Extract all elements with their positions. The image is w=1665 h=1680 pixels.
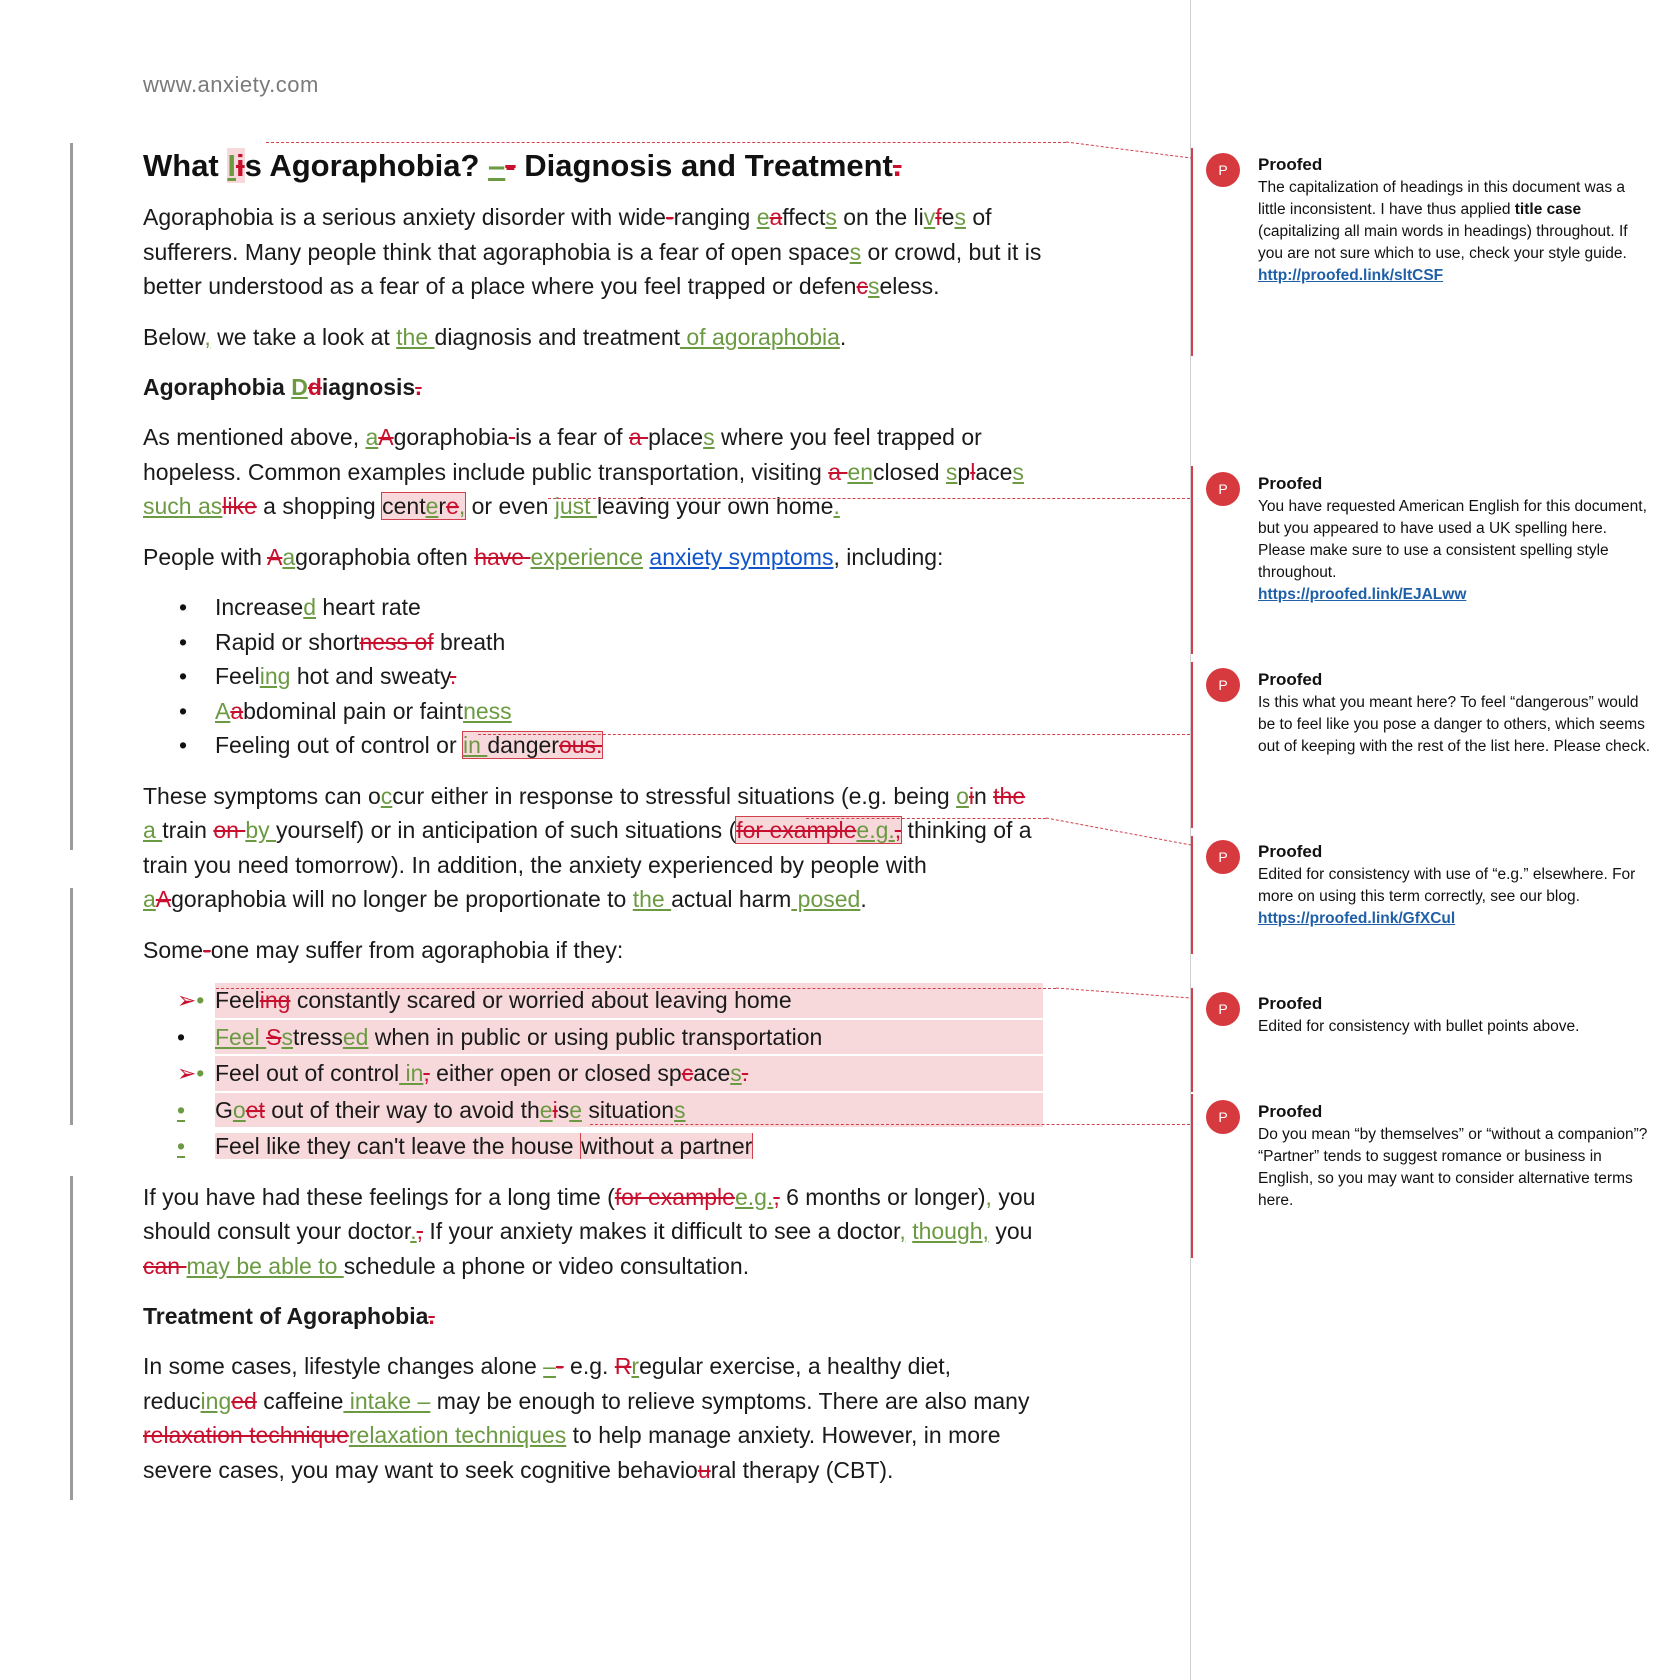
- comment-author: Proofed: [1258, 474, 1323, 493]
- comment-connector: [590, 1124, 1190, 1125]
- feelings-list: [143, 983, 1043, 1164]
- heading-treatment[interactable]: Treatment of Agoraphobia.: [143, 1303, 435, 1329]
- paragraph-someone[interactable]: Some-one may suffer from agoraphobia if they:: [143, 936, 624, 963]
- comment-text: Edited for consistency with bullet points above.: [1258, 1018, 1580, 1035]
- paragraph-mentioned[interactable]: As mentioned above, aAgoraphobia is a fear of a places where you feel trapped or hopeless. Common examples include public transportation, visiting a enclosed splaces such aslike a shopping centere, or even just leaving your own home.: [143, 424, 1024, 519]
- list-item[interactable]: • Rapid or shortness of breath: [215, 625, 1043, 660]
- list-item[interactable]: • Feeling hot and sweaty.: [215, 659, 1043, 694]
- comment-stem: [1191, 836, 1193, 954]
- list-item[interactable]: • Increased heart rate: [215, 590, 1043, 625]
- comment-stem: [1191, 466, 1193, 654]
- comment-anchor: centere,: [382, 493, 466, 519]
- paragraph-lifestyle[interactable]: In some cases, lifestyle changes alone –- e.g. Rregular exercise, a healthy diet, reducinged caffeine intake – may be enough to relieve symptoms. There are also many relaxation techniquerelaxation techniques to help manage anxiety. However, in more severe cases, you may want to seek cognitive behavioural therapy (CBT).: [143, 1353, 1030, 1483]
- avatar: P: [1206, 840, 1240, 874]
- paragraph-intro[interactable]: Agoraphobia is a serious anxiety disorder with wide-ranging eaffects on the livfes of sufferers. Many people think that agoraphobia is a fear of open spaces or crowd, but it is better understood as a fear of a place where you feel trapped or defencseless.: [143, 204, 1042, 299]
- comment-author: Proofed: [1258, 155, 1323, 174]
- paragraph-if-you[interactable]: If you have had these feelings for a long time (for examplee.g., 6 months or longer), you should consult your doctor., If your anxiety makes it difficult to see a doctor, though, you can may be able to schedule a phone or video consultation.: [143, 1183, 1036, 1279]
- comment-text: The capitalization of headings in this document was a little inconsistent. I have thus applied title case (capitalizing all main words in headings) throughout. If you are not sure which to use, check your style guide.: [1258, 179, 1628, 262]
- comment-connector: [548, 498, 1190, 499]
- heading-diagnosis[interactable]: Agoraphobia Ddiagnosis.: [143, 374, 422, 400]
- comment-link[interactable]: http://proofed.link/sltCSF: [1258, 267, 1444, 284]
- comment-link[interactable]: https://proofed.link/EJALww: [1258, 586, 1467, 603]
- paragraph-people[interactable]: People with Aagoraphobia often have experience anxiety symptoms, including:: [143, 543, 944, 570]
- comment-stem: [1191, 662, 1193, 828]
- symptom-list: [143, 590, 1043, 763]
- avatar: P: [1206, 472, 1240, 506]
- comment-author: Proofed: [1258, 670, 1323, 689]
- comment-author: Proofed: [1258, 1102, 1323, 1121]
- comment-connector: [266, 142, 1066, 143]
- avatar: P: [1206, 153, 1240, 187]
- comment-author: Proofed: [1258, 994, 1323, 1013]
- comment-link[interactable]: https://proofed.link/GfXCul: [1258, 910, 1456, 927]
- comment-text: Is this what you meant here? To feel “dangerous” would be to feel like you pose a danger to others, which seems out of keeping with the rest of the list here. Please check.: [1258, 694, 1651, 755]
- list-item[interactable]: • Goet out of their way to avoid theise situations: [215, 1093, 1043, 1128]
- comment-connector: [806, 818, 1046, 819]
- avatar: P: [1206, 1100, 1240, 1134]
- paragraph-below[interactable]: Below, we take a look at the diagnosis and treatment of agoraphobia.: [143, 323, 847, 350]
- site-url: www.anxiety.com: [143, 72, 319, 97]
- comment-anchor: for examplee.g.,: [736, 817, 902, 843]
- comment-connector: [216, 988, 1056, 989]
- comment-anchor: in dangerous.: [463, 732, 603, 758]
- list-item[interactable]: • Feeling out of control or in dangerous.: [215, 728, 1043, 763]
- list-item[interactable]: • Aabdominal pain or faintness: [215, 694, 1043, 729]
- comment-text: Do you mean “by themselves” or “without a companion”? “Partner” tends to suggest romance or business in English, so you may want to consider alternative terms here.: [1258, 1126, 1648, 1209]
- list-item[interactable]: • Feel Sstressed when in public or using public transportation: [215, 1020, 1043, 1055]
- comment-stem: [1191, 1094, 1193, 1258]
- comment-connector: [478, 734, 1190, 735]
- comment-author: Proofed: [1258, 842, 1323, 861]
- comment-anchor: without a partner: [580, 1133, 753, 1159]
- document-title[interactable]: What Iis Agoraphobia? –- Diagnosis and Treatment.: [143, 148, 902, 183]
- list-item[interactable]: • Feel like they can't leave the house without a partner: [177, 1133, 753, 1159]
- comment-text: You have requested American English for this document, but you appeared to have used a UK spelling here. Please make sure to use a consistent spelling style throughout.: [1258, 498, 1647, 581]
- comment-anchor: Iis Agoraphobia?: [227, 148, 489, 183]
- document-body: [143, 140, 1043, 1503]
- paragraph-symptoms[interactable]: These symptoms can occur either in response to stressful situations (e.g. being oin the a train on by yourself) or in anticipation of such situations (for examplee.g., thinking of a train you need tomorrow). In addition, the anxiety experienced by people with aAgoraphobia will no longer be proportionate to the actual harm posed.: [143, 782, 1032, 912]
- avatar: P: [1206, 668, 1240, 702]
- list-item[interactable]: ➢• Feeling constantly scared or worried about leaving home: [215, 983, 1043, 1018]
- change-bar: [70, 1176, 73, 1500]
- anxiety-symptoms-link[interactable]: anxiety symptoms: [649, 543, 834, 570]
- change-bar: [70, 143, 73, 850]
- comment-stem: [1191, 148, 1193, 356]
- change-bar: [70, 888, 73, 1125]
- comment-stem: [1191, 988, 1193, 1092]
- list-item[interactable]: ➢• Feel out of control in, either open or closed spcaces.: [215, 1056, 1043, 1091]
- comment-text: Edited for consistency with use of “e.g.” elsewhere. For more on using this term correctly, see our blog.: [1258, 866, 1636, 905]
- avatar: P: [1206, 992, 1240, 1026]
